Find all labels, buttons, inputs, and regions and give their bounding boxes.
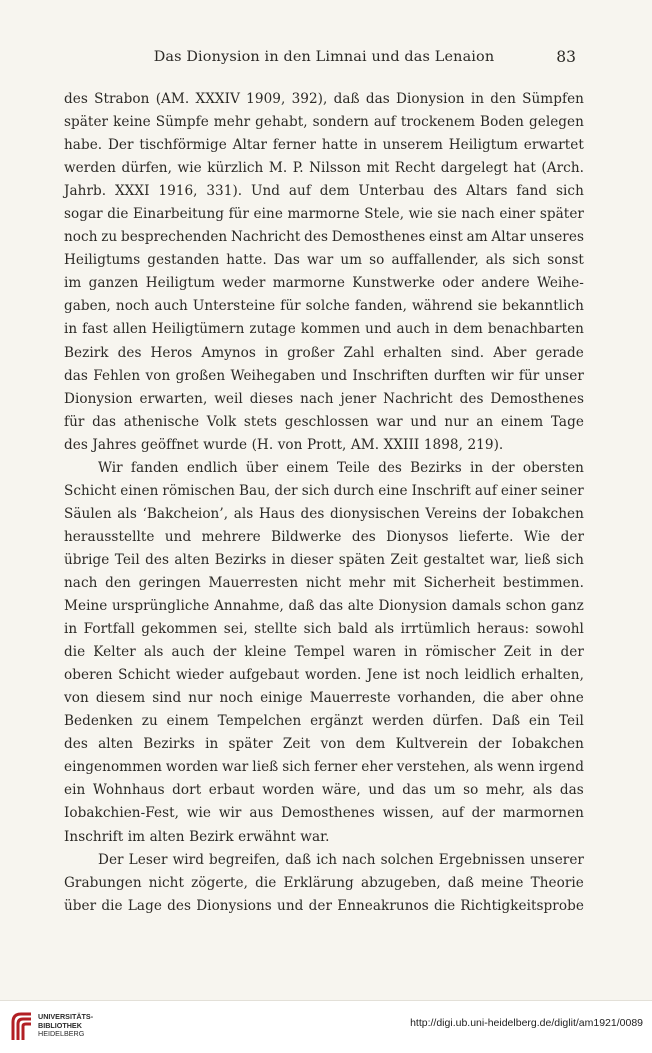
text-line: Wir fanden endlich über einem Teile des Bezirks in der obersten: [98, 459, 584, 476]
body-text: [64, 88, 584, 918]
text-line: gaben, noch auch Untersteine für solche fanden, während sie bekanntlich: [64, 298, 584, 315]
text-line: über die Lage des Dionysions und der Enneakrunos die Richtigkeitsprobe: [64, 897, 584, 914]
library-name-line: BIBLIOTHEK: [38, 1020, 82, 1030]
library-name: [38, 1013, 93, 1039]
text-line: das Fehlen von großen Weihegaben und Inschriften durften wir für unser: [64, 367, 584, 384]
text-line: Der Leser wird begreifen, daß ich nach solchen Ergebnissen unserer: [98, 851, 584, 868]
text-line: in Fortfall gekommen sei, stellte sich bald als irrtümlich heraus: sowohl: [64, 621, 584, 638]
text-line: habe. Der tischförmige Altar ferner hatte in unserem Heiligtum erwartet: [64, 137, 584, 154]
text-line: Säulen als ‘Bakcheion’, als Haus des dionysischen Vereins der Iobakchen: [64, 505, 584, 522]
running-title: Das Dionysion in den Limnai und das Lenaion: [153, 49, 495, 65]
library-name-line: HEIDELBERG: [38, 1029, 85, 1039]
text-line: eingenommen worden war ließ sich ferner eher verstehen, als wenn irgend: [64, 759, 584, 776]
text-line: ein Wohnhaus dort erbaut worden wäre, und das um so mehr, als das: [64, 782, 584, 799]
text-line: des Jahres geöffnet wurde (H. von Prott, AM. XXIII 1898, 219).: [64, 436, 504, 453]
text-line: Heiligtums gestanden hatte. Das war um so auffallender, als sich sonst: [64, 252, 584, 269]
text-line: Dionysion erwarten, weil dieses nach jener Nachricht des Demosthenes: [64, 390, 584, 407]
footer-bar: [0, 1000, 652, 1053]
text-line: im ganzen Heiligtum weder marmorne Kunstwerke oder andere Weihe-: [64, 275, 584, 292]
text-line: des alten Bezirks in später Zeit von dem Kultverein der Iobakchen: [64, 736, 584, 753]
text-line: Bedenken zu einem Tempelchen ergänzt werden dürfen. Daß ein Teil: [64, 713, 584, 730]
permalink-url[interactable]: http://digi.ub.uni-heidelberg.de/diglit/am1921/0089: [410, 1017, 643, 1029]
running-header: [64, 47, 584, 71]
text-line: von diesem sind nur noch einige Mauerreste vorhanden, die aber ohne: [64, 690, 584, 707]
text-line: herausstellte und mehrere Bildwerke des Dionysos lieferte. Wie der: [64, 528, 584, 545]
text-line: Grabungen nicht zögerte, die Erklärung abzugeben, daß meine Theorie: [64, 874, 584, 891]
library-logo-icon: [9, 1010, 35, 1044]
text-line: Iobakchien-Fest, wie wir aus Demosthenes wissen, auf der marmornen: [64, 805, 584, 822]
text-line: nach den geringen Mauerresten nicht mehr mit Sicherheit bestimmen.: [64, 574, 584, 591]
text-line: die Kelter als auch der kleine Tempel waren in römischer Zeit in der: [64, 644, 584, 661]
text-line: Meine ursprüngliche Annahme, daß das alte Dionysion damals schon ganz: [64, 598, 584, 615]
text-line: übrige Teil des alten Bezirks in dieser späten Zeit gestaltet war, ließ sich: [64, 551, 584, 568]
text-line: oberen Schicht wieder aufgebaut worden. Jene ist noch leidlich erhalten,: [64, 667, 584, 684]
text-line: Jahrb. XXXI 1916, 331). Und auf dem Unterbau des Altars fand sich: [64, 183, 584, 200]
text-line: Schicht einen römischen Bau, der sich durch eine Inschrift auf einer seiner: [64, 482, 584, 499]
text-line: später keine Sümpfe mehr gehabt, sondern auf trockenem Boden gelegen: [64, 114, 584, 131]
text-line: für das athenische Volk stets geschlossen war und nur an einem Tage: [64, 413, 584, 430]
text-line: sogar die Einarbeitung für eine marmorne Stele, wie sie nach einer später: [64, 206, 584, 223]
text-line: noch zu besprechenden Nachricht des Demosthenes einst am Altar unseres: [64, 229, 584, 246]
page-number: 83: [556, 48, 576, 66]
text-line: in fast allen Heiligtümern zutage kommen und auch in dem benachbarten: [64, 321, 584, 338]
text-line: werden dürfen, wie kürzlich M. P. Nilsson mit Recht dargelegt hat (Arch.: [64, 160, 584, 177]
text-line: des Strabon (AM. XXXIV 1909, 392), daß das Dionysion in den Sümpfen: [64, 91, 584, 107]
text-line: Bezirk des Heros Amynos in großer Zahl erhalten sind. Aber gerade: [64, 344, 584, 361]
library-name-line: UNIVERSITÄTS-: [38, 1012, 94, 1021]
text-line: Inschrift im alten Bezirk erwähnt war.: [64, 828, 330, 845]
